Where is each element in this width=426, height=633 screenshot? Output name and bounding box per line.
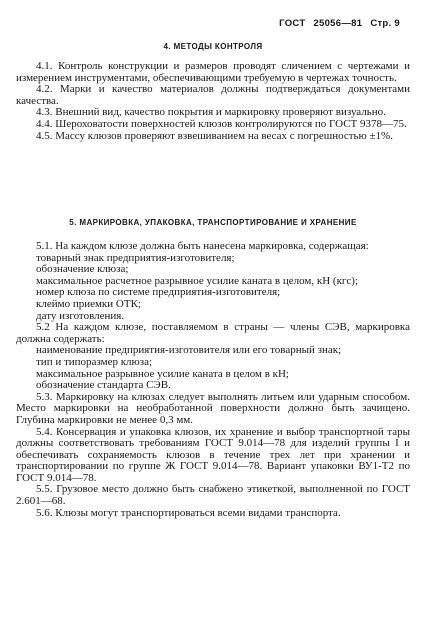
paragraph-4-4: 4.4. Шероховатости поверхностей клюзов контролируются по ГОСТ 9378—75. xyxy=(36,117,407,130)
page-number: Стр. 9 xyxy=(370,18,400,29)
section-5-body xyxy=(16,241,410,519)
list-item: товарный знак предприятия-изготовителя; xyxy=(36,251,235,264)
paragraph-4-1: 4.1. Контроль конструкции и размеров проводят сличением с чертежами и измерением инструментами, обеспечивающими требуемую в чертежах точность. xyxy=(16,60,410,84)
section-4-body xyxy=(16,61,410,142)
paragraph-4-2: 4.2. Марки и качество материалов должны подтверждаться документами качества. xyxy=(16,83,410,107)
standard-number: 25056—81 xyxy=(313,18,363,29)
list-item: клеймо приемки ОТК; xyxy=(36,297,141,310)
paragraph-5-2: 5.2 На каждом клюзе, поставляемом в страны — члены СЭВ, маркировка должна содержать: xyxy=(16,321,410,345)
paragraph-5-4: 5.4. Консервация и упаковка клюзов, их хранение и выбор транспортной тары должны соответствовать требованиям ГОСТ 9.014—78 для изделий группы I и обеспечивать сохраняемость клюзов в течение трех лет при хранении и транспортировании по группе Ж ГОСТ 9.014—78. Вариант упаковки ВУ1-Т2 по ГОСТ 9.014—78. xyxy=(16,425,410,484)
section-4-title: 4. МЕТОДЫ КОНТРОЛЯ xyxy=(163,42,263,51)
list-item: максимальное разрывное усилие каната в целом в кН; xyxy=(36,367,289,380)
paragraph-4-5: 4.5. Массу клюзов проверяют взвешиванием на весах с погрешностью ±1%. xyxy=(36,129,393,142)
list-item: максимальное расчетное разрывное усилие каната в целом, кН (кгс); xyxy=(36,274,359,287)
list-item: номер клюза по системе предприятия-изготовителя; xyxy=(36,286,281,299)
list-item: дату изготовления. xyxy=(36,309,125,322)
list-item: тип и типоразмер клюза; xyxy=(36,355,153,368)
list-item: наименование предприятия-изготовителя или его товарный знак; xyxy=(36,344,342,357)
paragraph-5-5: 5.5. Грузовое место должно быть снабжено этикеткой, выполненной по ГОСТ 2.601—68. xyxy=(16,483,410,508)
page-header xyxy=(279,18,400,29)
paragraph-5-6: 5.6. Клюзы могут транспортироваться всеми видами транспорта. xyxy=(36,506,341,519)
paragraph-5-3: 5.3. Маркировку на клюзах следует выполнять литьем или ударным способом. Место маркировки на необработанной поверхности должно быть зачищено. Глубина маркировки не менее 0,3 мм. xyxy=(16,390,410,426)
section-5-title: 5. МАРКИРОВКА, УПАКОВКА, ТРАНСПОРТИРОВАНИЕ И ХРАНЕНИЕ xyxy=(69,218,357,227)
paragraph-5-1: 5.1. На каждом клюзе должна быть нанесена маркировка, содержащая: xyxy=(36,240,369,252)
standard-label: ГОСТ xyxy=(279,18,306,29)
paragraph-4-3: 4.3. Внешний вид, качество покрытия и маркировку проверяют визуально. xyxy=(36,106,386,119)
list-item: обозначение клюза; xyxy=(36,263,129,276)
list-item: обозначение стандарта СЭВ. xyxy=(36,379,171,392)
